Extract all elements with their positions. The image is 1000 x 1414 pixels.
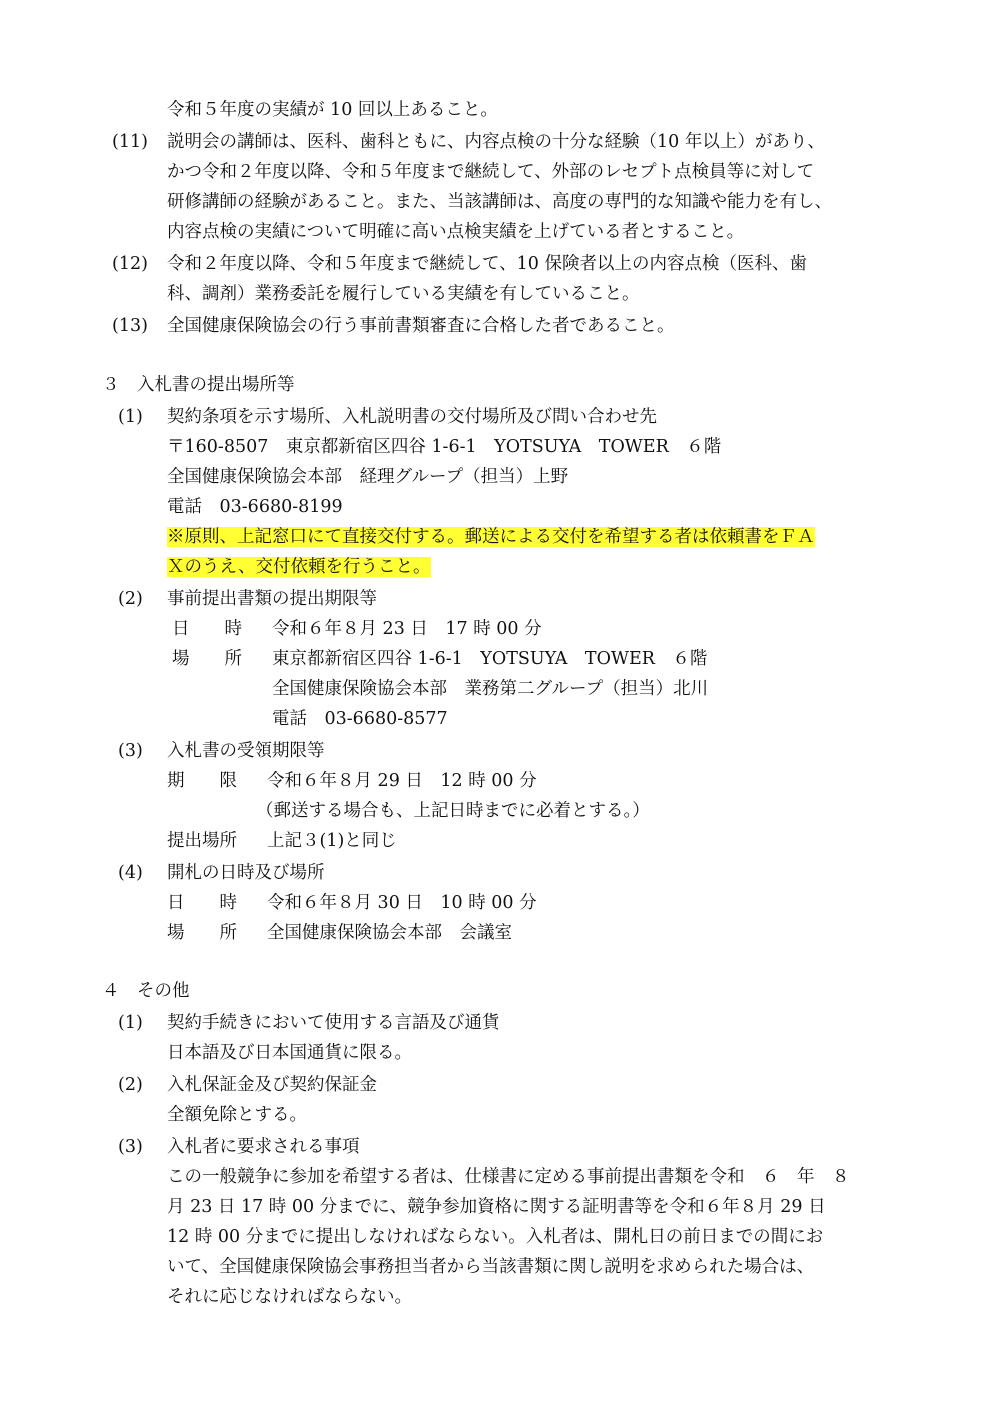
sec3-s4-place-row bbox=[167, 921, 512, 945]
item10-continuation: 令和５年度の実績が 10 回以上あること。 bbox=[167, 100, 498, 120]
item11-line3: 研修講師の経験があること。また、当該講師は、高度の専門的な知識や能力を有し、 bbox=[167, 192, 832, 212]
sec3-s1-organization: 全国健康保険協会本部 経理グループ（担当）上野 bbox=[167, 467, 569, 487]
sec4-s3-title: 入札者に要求される事項 bbox=[167, 1137, 360, 1157]
sec4-s2-number: (2) bbox=[118, 1075, 143, 1095]
item11-line2: かつ令和２年度以降、令和５年度まで継続して、外部のレセプト点検員等に対して bbox=[167, 162, 815, 182]
sec4-s3-line5: それに応じなければならない。 bbox=[167, 1287, 412, 1307]
sec3-s2-place-row bbox=[172, 647, 707, 671]
opening-datetime-value: 令和６年８月 30 日 10 時 00 分 bbox=[267, 893, 537, 913]
sec3-s3-place-row bbox=[167, 829, 397, 853]
opening-place-value: 全国健康保険協会本部 会議室 bbox=[267, 923, 512, 943]
opening-place-label: 場 所 bbox=[167, 923, 237, 943]
sec3-s3-title: 入札書の受領期限等 bbox=[167, 741, 325, 761]
sec3-s1-note-line2 bbox=[167, 555, 431, 579]
section4-heading: ４ その他 bbox=[102, 981, 190, 1001]
sec4-s3-line2: 月 23 日 17 時 00 分までに、競争参加資格に関する証明書等を令和６年８月 29 日 bbox=[167, 1197, 826, 1217]
sec3-s2-organization: 全国健康保険協会本部 業務第二グループ（担当）北川 bbox=[272, 679, 709, 699]
sec4-s3-line3: 12 時 00 分までに提出しなければならない。入札者は、開札日の前日までの間にお bbox=[167, 1227, 824, 1247]
item13-number: (13) bbox=[112, 316, 148, 336]
item13-line1: 全国健康保険協会の行う事前書類審査に合格した者であること。 bbox=[167, 316, 675, 336]
datetime-value: 令和６年８月 23 日 17 時 00 分 bbox=[272, 619, 542, 639]
sec3-s1-note-line1 bbox=[167, 525, 815, 549]
sec3-s1-number: (1) bbox=[118, 407, 143, 427]
sec4-s3-number: (3) bbox=[118, 1137, 143, 1157]
place-label: 場 所 bbox=[172, 649, 242, 669]
sec3-s2-title: 事前提出書類の提出期限等 bbox=[167, 589, 377, 609]
sec4-s1-number: (1) bbox=[118, 1013, 143, 1033]
sec3-s3-number: (3) bbox=[118, 741, 143, 761]
sec4-s1-body: 日本語及び日本国通貨に限る。 bbox=[167, 1043, 412, 1063]
sec3-s4-datetime-row bbox=[167, 891, 537, 915]
section3-heading: ３ 入札書の提出場所等 bbox=[102, 375, 295, 395]
datetime-label: 日 時 bbox=[172, 619, 242, 639]
item12-line2: 科、調剤）業務委託を履行している実績を有していること。 bbox=[167, 284, 640, 304]
submission-place-value: 上記３(1)と同じ bbox=[267, 831, 397, 851]
opening-datetime-label: 日 時 bbox=[167, 893, 237, 913]
sec3-s4-title: 開札の日時及び場所 bbox=[167, 863, 325, 883]
sec3-s1-title: 契約条項を示す場所、入札説明書の交付場所及び問い合わせ先 bbox=[167, 407, 657, 427]
sec3-s3-deadline-row bbox=[167, 769, 537, 793]
highlighted-note-line1: ※原則、上記窓口にて直接交付する。郵送による交付を希望する者は依頼書をＦＡ bbox=[167, 527, 815, 547]
item12-line1: 令和２年度以降、令和５年度まで継続して、10 保険者以上の内容点検（医科、歯 bbox=[167, 254, 807, 274]
highlighted-note-line2: Ｘのうえ、交付依頼を行うこと。 bbox=[167, 557, 431, 577]
sec3-s3-mail-note: （郵送する場合も、上記日時までに必着とする。） bbox=[256, 801, 650, 821]
sec3-s2-number: (2) bbox=[118, 589, 143, 609]
deadline-label: 期 限 bbox=[167, 771, 237, 791]
sec4-s3-line4: いて、全国健康保険協会事務担当者から当該書類に関し説明を求められた場合は、 bbox=[167, 1257, 815, 1277]
place-value: 東京都新宿区四谷 1-6-1 YOTSUYA TOWER ６階 bbox=[272, 649, 708, 669]
sec3-s1-address: 〒160-8507 東京都新宿区四谷 1-6-1 YOTSUYA TOWER ６階 bbox=[167, 437, 722, 457]
deadline-value: 令和６年８月 29 日 12 時 00 分 bbox=[267, 771, 537, 791]
item11-line1: 説明会の講師は、医科、歯科ともに、内容点検の十分な経験（10 年以上）があり、 bbox=[167, 132, 825, 152]
sec4-s2-title: 入札保証金及び契約保証金 bbox=[167, 1075, 377, 1095]
sec4-s2-body: 全額免除とする。 bbox=[167, 1105, 307, 1125]
sec3-s4-number: (4) bbox=[118, 863, 143, 883]
sec3-s2-datetime-row bbox=[172, 617, 542, 641]
item11-number: (11) bbox=[112, 132, 148, 152]
submission-place-label: 提出場所 bbox=[167, 831, 237, 851]
item12-number: (12) bbox=[112, 254, 148, 274]
item11-line4: 内容点検の実績について明確に高い点検実績を上げている者とすること。 bbox=[167, 222, 745, 242]
sec3-s1-telephone: 電話 03-6680-8199 bbox=[167, 497, 343, 517]
sec3-s2-telephone: 電話 03-6680-8577 bbox=[272, 709, 448, 729]
sec4-s1-title: 契約手続きにおいて使用する言語及び通貨 bbox=[167, 1013, 500, 1033]
sec4-s3-line1: この一般競争に参加を希望する者は、仕様書に定める事前提出書類を令和 ６ 年 ８ bbox=[167, 1167, 850, 1187]
